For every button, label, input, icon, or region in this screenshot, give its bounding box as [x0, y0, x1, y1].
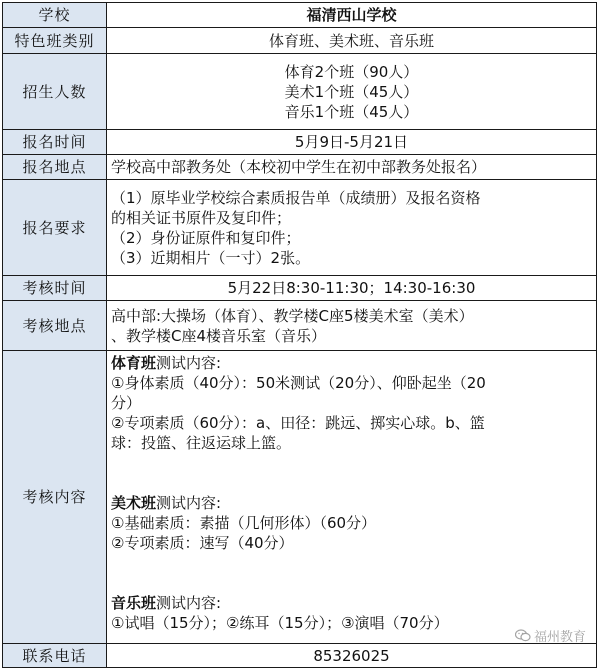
spacer: [111, 553, 592, 573]
row-label-exam-time: 考核时间: [3, 276, 107, 301]
music-class-name: 音乐班: [111, 594, 157, 612]
sports-line: ②专项素质（60分）：a、田径：跳远、掷实心球。b、篮: [111, 414, 485, 432]
exam-time-value: 5月22日8:30-11:30；14:30-16:30: [107, 276, 597, 301]
class-types-value: 体育班、美术班、音乐班: [107, 28, 597, 54]
table-row: [3, 180, 597, 276]
row-label-signup-time: 报名时间: [3, 130, 107, 155]
school-name: 福清西山学校: [107, 3, 597, 28]
sports-line: ①身体素质（40分）：50米测试（20分）、仰卧起坐（20: [111, 374, 486, 392]
admission-info-table: [2, 2, 597, 668]
art-line: ②专项素质：速写（40分）: [111, 534, 294, 552]
row-label-signup-place: 报名地点: [3, 155, 107, 180]
row-label-exam-place: 考核地点: [3, 301, 107, 351]
table-row: [3, 276, 597, 301]
table-row: [3, 3, 597, 28]
table-row: [3, 28, 597, 54]
exam-content-value: [107, 351, 597, 644]
spacer: [111, 453, 592, 473]
table-row: [3, 155, 597, 180]
requirement-line: （3）近期相片（一寸）2张。: [111, 248, 311, 267]
sports-heading: [111, 353, 592, 373]
table-row: [3, 130, 597, 155]
sports-heading-suffix: 测试内容:: [156, 354, 222, 372]
row-label-phone: 联系电话: [3, 644, 107, 668]
signup-time-value: 5月9日-5月21日: [107, 130, 597, 155]
signup-place-value: 学校高中部教务处（本校初中学生在初中部教务处报名）: [107, 155, 597, 180]
sports-line: 球：投篮、往返运球上篮。: [111, 434, 292, 452]
enrollment-music: 音乐1个班（45人）: [284, 102, 419, 121]
wechat-icon: [515, 629, 531, 642]
phone-value: 85326025: [107, 644, 597, 668]
music-line: ①试唱（15分）；②练耳（15分）；③演唱（70分）: [111, 614, 449, 632]
row-label-class-types: 特色班类别: [3, 28, 107, 54]
table-row: [3, 351, 597, 644]
requirement-line: 的相关证书原件及复印件；: [111, 208, 292, 227]
exam-place-line: 、教学楼C座4楼音乐室（音乐）: [111, 326, 327, 345]
music-heading-suffix: 测试内容:: [156, 594, 222, 612]
row-label-enrollment: 招生人数: [3, 54, 107, 130]
table-row: [3, 54, 597, 130]
enrollment-sports: 体育2个班（90人）: [284, 62, 419, 81]
enrollment-art: 美术1个班（45人）: [284, 82, 419, 101]
sports-line: 分）: [111, 394, 142, 412]
art-heading-suffix: 测试内容:: [156, 494, 222, 512]
art-heading: [111, 493, 592, 513]
exam-place-value: [107, 301, 597, 351]
row-label-school: 学校: [3, 3, 107, 28]
watermark: [515, 626, 586, 645]
row-label-requirements: 报名要求: [3, 180, 107, 276]
table-row: [3, 644, 597, 668]
requirements-value: [107, 180, 597, 276]
art-line: ①基础素质：素描（几何形体）（60分）: [111, 514, 377, 532]
row-label-exam-content: 考核内容: [3, 351, 107, 644]
music-heading: [111, 593, 592, 613]
spacer: [111, 473, 592, 493]
exam-place-line: 高中部:大操场（体育）、教学楼C座5楼美术室（美术）: [111, 306, 474, 325]
table-row: [3, 301, 597, 351]
requirement-line: （1）原毕业学校综合素质报告单（成绩册）及报名资格: [111, 188, 481, 207]
requirement-line: （2）身份证原件和复印件；: [111, 228, 301, 247]
sports-class-name: 体育班: [111, 354, 157, 372]
art-class-name: 美术班: [111, 494, 157, 512]
enrollment-value: [107, 54, 597, 130]
watermark-text: 福州教育: [533, 630, 586, 645]
spacer: [111, 573, 592, 593]
